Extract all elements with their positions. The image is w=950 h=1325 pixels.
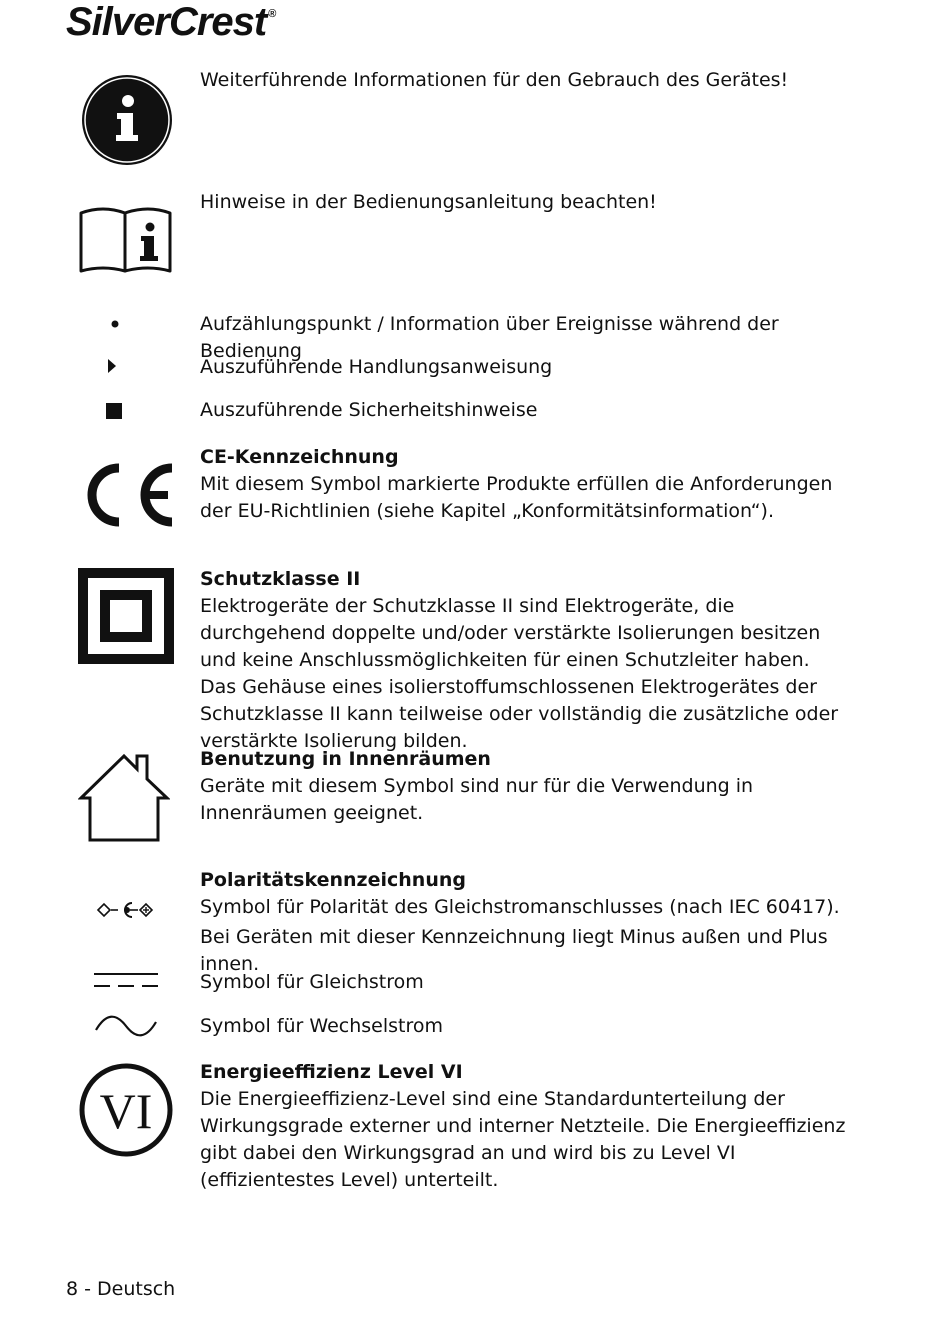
ce-heading: CE-Kennzeichnung (200, 446, 399, 468)
page-footer: 8 - Deutsch (66, 1278, 176, 1300)
polarity-line2: Bei Geräten mit dieser Kennzeichnung liegt Minus außen und Plus innen. (200, 926, 828, 975)
triangle-arrow-icon (106, 357, 118, 375)
ac-text: Symbol für Wechselstrom (200, 1015, 443, 1037)
info-text: Weiterführende Informationen für den Gebrauch des Gerätes! (200, 69, 789, 91)
manual-text: Hinweise in der Bedienungsanleitung beachten! (200, 191, 657, 213)
silvercrest-logo (66, 0, 275, 45)
direct-current-icon (94, 971, 158, 991)
house-indoor-icon (78, 752, 170, 844)
logo-text: SilverCrest (66, 0, 267, 44)
protection-class-ii-icon (78, 568, 174, 664)
energy-symbol-text: VI (99, 1083, 153, 1139)
polarity-heading: Polaritätskennzeichnung (200, 869, 466, 891)
class2-body: Elektrogeräte der Schutzklasse II sind Elektrogeräte, die durchgehend doppelte und/oder verstärkte Isolierungen besitzen und keine Anschlussmöglichkeiten für einen Schutzleiter haben. Das Gehäuse eines isolierstoffumschlossenen Elektrogerätes der Schutzklasse II kann teilweise oder vollständig die zusätzliche oder verstärkte Isolierung bilden. (200, 595, 839, 752)
polarity-section (200, 867, 850, 978)
manual-book-icon (78, 203, 174, 277)
energy-level-vi-icon (78, 1062, 174, 1158)
class2-heading: Schutzklasse II (200, 568, 361, 590)
alternating-current-icon (94, 1015, 158, 1037)
info-icon (80, 73, 174, 167)
ce-mark-icon (78, 460, 176, 530)
square-icon (105, 402, 123, 420)
ce-body: Mit diesem Symbol markierte Produkte erfüllen die Anforderungen der EU-Richtlinien (siehe Kapitel „Konformitätsinformation“). (200, 473, 833, 522)
polarity-line1: Symbol für Polarität des Gleichstromanschlusses (nach IEC 60417). (200, 896, 840, 918)
class2-section (200, 566, 850, 755)
polarity-icon (94, 900, 158, 920)
indoor-heading: Benutzung in Innenräumen (200, 748, 491, 770)
bullet-dot-icon (110, 319, 120, 329)
safety-text: Auszuführende Sicherheitshinweise (200, 399, 538, 421)
energy-heading: Energieeffizienz Level VI (200, 1061, 463, 1083)
indoor-section (200, 746, 850, 827)
ce-section (200, 444, 850, 525)
dc-text: Symbol für Gleichstrom (200, 971, 424, 993)
energy-section (200, 1059, 850, 1194)
action-text: Auszuführende Handlungsanweisung (200, 356, 553, 378)
registered-mark: ® (268, 8, 276, 20)
bullet-text: Aufzählungspunkt / Information über Ereignisse während der Bedienung (200, 313, 779, 362)
indoor-body: Geräte mit diesem Symbol sind nur für die Verwendung in Innenräumen geeignet. (200, 775, 754, 824)
energy-body: Die Energieeffizienz-Level sind eine Standardunterteilung der Wirkungsgrade externer und interner Netzteile. Die Energieeffizienz gibt dabei den Wirkungsgrad an und wird bis zu Level VI (effizientestes Level) unterteilt. (200, 1088, 846, 1191)
